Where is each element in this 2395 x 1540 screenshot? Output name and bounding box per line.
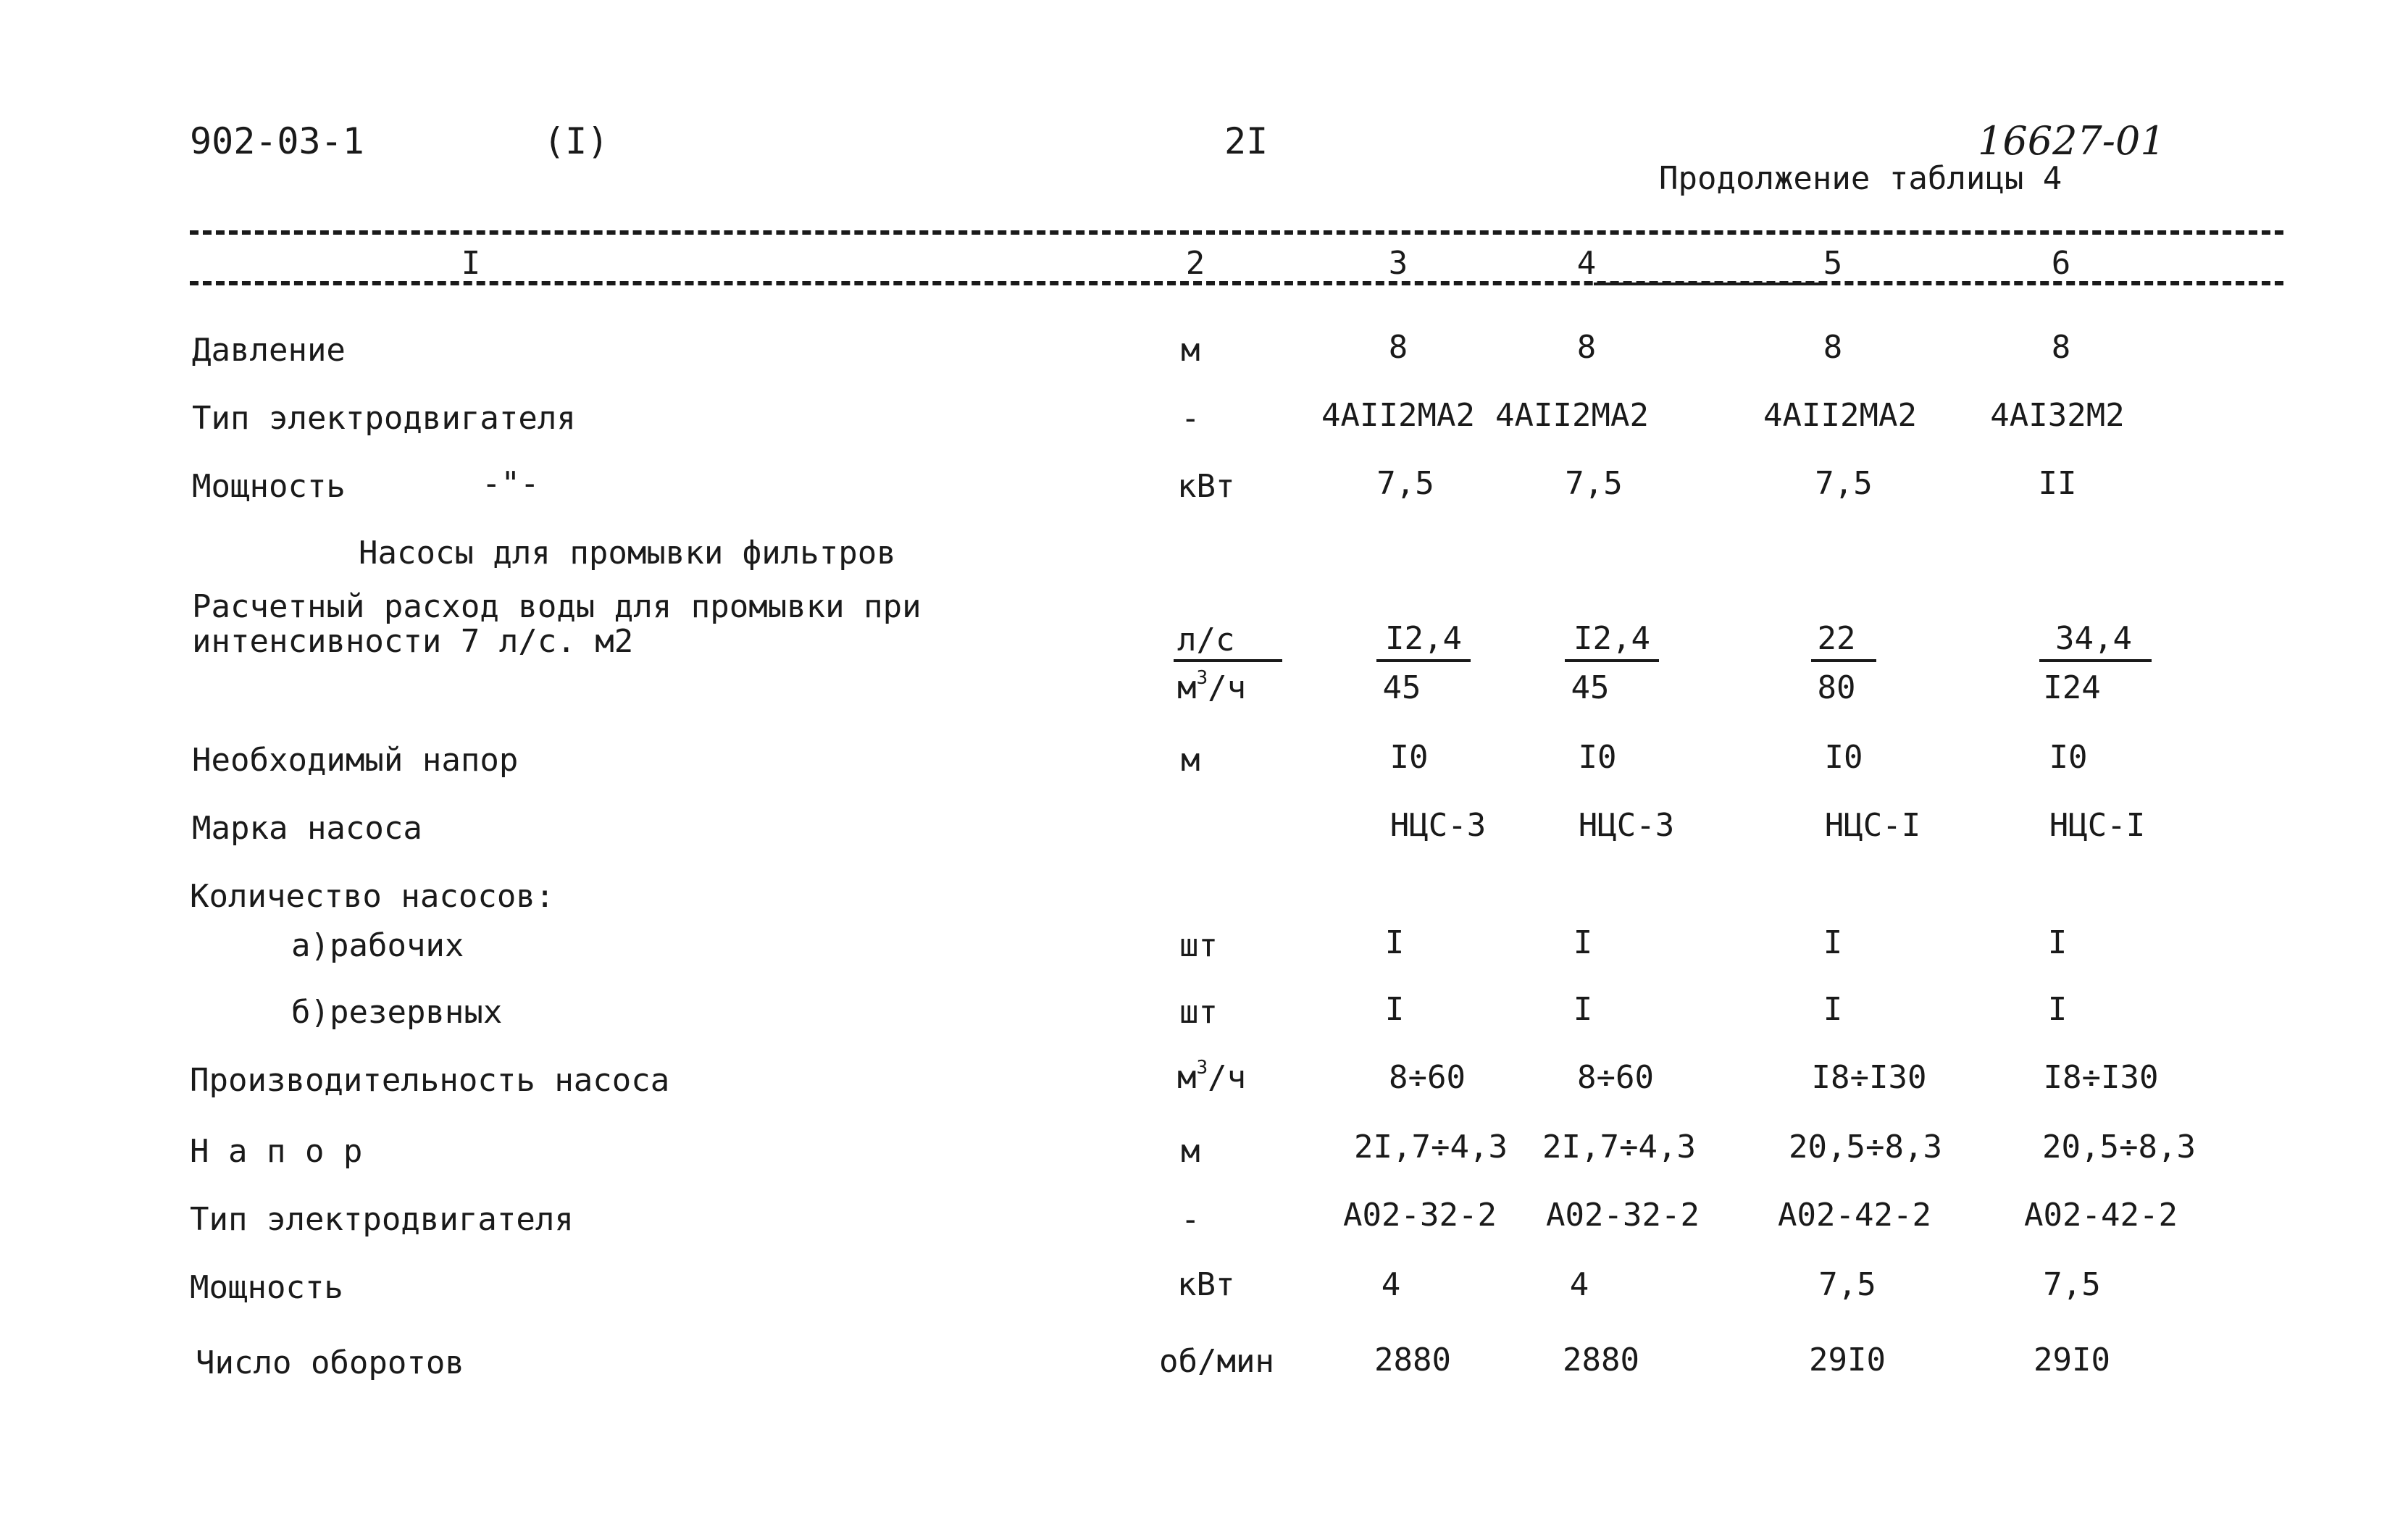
cell-reserve-6: I bbox=[2047, 991, 2068, 1028]
row-unit-capacity bbox=[1177, 1057, 1247, 1096]
row-label-reserve: б)резервных bbox=[291, 994, 503, 1031]
header-solid-segment bbox=[1594, 283, 1826, 285]
row-label-capacity: Производительность насоса bbox=[190, 1062, 670, 1099]
row-label-rpm: Число оборотов bbox=[196, 1344, 464, 1381]
cell-pump-brand-6: НЦС-I bbox=[2049, 807, 2146, 844]
cell-head-5: 20,5÷8,3 bbox=[1789, 1129, 1942, 1166]
cell-working-6: I bbox=[2047, 924, 2068, 961]
row-unit-working: шт bbox=[1179, 927, 1218, 964]
cell-motor-type2-6: А02-42-2 bbox=[2024, 1197, 2178, 1234]
fraction-line-5 bbox=[1811, 659, 1876, 662]
cell-flow-top-5: 22 bbox=[1817, 620, 1856, 657]
cell-motor-type2-4: А02-32-2 bbox=[1546, 1197, 1700, 1234]
row-label-flow-line1: Расчетный расход воды для промывки при bbox=[192, 588, 921, 625]
cell-flow-top-4: I2,4 bbox=[1573, 620, 1650, 657]
cell-motor-type-4: 4АII2МА2 bbox=[1495, 397, 1649, 434]
cell-pressure-4: 8 bbox=[1576, 329, 1597, 366]
row-unit-rpm: об/мин bbox=[1159, 1343, 1274, 1380]
column-header-3: 3 bbox=[1388, 245, 1408, 282]
cell-capacity-3: 8÷60 bbox=[1389, 1059, 1466, 1096]
unit-rest: /ч bbox=[1208, 669, 1247, 706]
page-number: 2I bbox=[1224, 120, 1268, 162]
doc-code: 902-03-1 bbox=[190, 120, 364, 162]
row-unit-power: кВт bbox=[1177, 468, 1235, 505]
cell-flow-top-6: 34,4 bbox=[2055, 620, 2132, 657]
cell-power-4: 7,5 bbox=[1565, 465, 1623, 502]
cell-reserve-4: I bbox=[1573, 991, 1593, 1028]
cell-flow-bottom-3: 45 bbox=[1382, 669, 1421, 706]
cell-working-4: I bbox=[1573, 924, 1593, 961]
row-unit-reserve: шт bbox=[1179, 994, 1218, 1031]
cell-head-6: 20,5÷8,3 bbox=[2042, 1129, 2196, 1166]
row-label-power-2: Мощность bbox=[190, 1269, 343, 1306]
unit-sup: 3 bbox=[1196, 667, 1208, 689]
unit-rest: /ч bbox=[1208, 1059, 1247, 1096]
row-label-motor-type: Тип электродвигателя bbox=[192, 400, 576, 437]
cell-reserve-5: I bbox=[1823, 991, 1843, 1028]
cell-head-required-4: I0 bbox=[1578, 739, 1617, 776]
cell-head-required-6: I0 bbox=[2049, 739, 2088, 776]
cell-head-3: 2I,7÷4,3 bbox=[1354, 1129, 1508, 1166]
cell-motor-type2-5: А02-42-2 bbox=[1778, 1197, 1931, 1234]
row-label-power: Мощность bbox=[192, 468, 346, 505]
fraction-line-3 bbox=[1376, 659, 1471, 662]
row-unit-pressure: м bbox=[1181, 332, 1200, 369]
unit-fraction-line bbox=[1174, 659, 1282, 662]
ditto-mark: -"- bbox=[482, 465, 540, 502]
row-label-working: а)рабочих bbox=[291, 927, 464, 964]
column-header-5: 5 bbox=[1823, 245, 1843, 282]
row-unit-flow-top: л/с bbox=[1177, 622, 1235, 658]
part-number: (I) bbox=[543, 120, 609, 162]
cell-power2-5: 7,5 bbox=[1818, 1266, 1876, 1303]
cell-motor-type-6: 4АI32М2 bbox=[1990, 397, 2125, 434]
header-bottom-rule bbox=[190, 281, 2283, 285]
cell-power2-4: 4 bbox=[1569, 1266, 1589, 1303]
cell-working-5: I bbox=[1823, 924, 1843, 961]
row-unit-power-2: кВт bbox=[1177, 1266, 1235, 1303]
row-label-motor-type-2: Тип электродвигателя bbox=[190, 1201, 574, 1238]
row-label-pressure: Давление bbox=[192, 332, 346, 369]
unit-sup: 3 bbox=[1196, 1057, 1208, 1079]
row-unit-head: м bbox=[1181, 1133, 1200, 1170]
cell-head-required-5: I0 bbox=[1824, 739, 1863, 776]
cell-flow-bottom-4: 45 bbox=[1571, 669, 1610, 706]
cell-power-6: II bbox=[2038, 465, 2077, 502]
column-header-6: 6 bbox=[2051, 245, 2071, 282]
column-header-2: 2 bbox=[1185, 245, 1205, 282]
cell-pump-brand-4: НЦС-3 bbox=[1578, 807, 1675, 844]
row-label-flow-line2: интенсивности 7 л/с. м2 bbox=[192, 623, 634, 660]
cell-head-4: 2I,7÷4,3 bbox=[1542, 1129, 1696, 1166]
row-label-head-required: Необходимый напор bbox=[192, 742, 519, 779]
cell-flow-top-3: I2,4 bbox=[1385, 620, 1462, 657]
header-top-rule bbox=[190, 230, 2283, 235]
cell-capacity-6: I8÷I30 bbox=[2043, 1059, 2159, 1096]
row-unit-head-required: м bbox=[1181, 742, 1200, 779]
column-header-4: 4 bbox=[1576, 245, 1597, 282]
cell-motor-type2-3: А02-32-2 bbox=[1343, 1197, 1497, 1234]
fraction-line-4 bbox=[1565, 659, 1659, 662]
cell-motor-type-3: 4АII2МА2 bbox=[1321, 397, 1475, 434]
unit-base: м bbox=[1177, 669, 1197, 706]
cell-power2-3: 4 bbox=[1381, 1266, 1401, 1303]
cell-power-3: 7,5 bbox=[1376, 465, 1434, 502]
cell-rpm-5: 29I0 bbox=[1809, 1342, 1886, 1378]
cell-pump-brand-3: НЦС-3 bbox=[1389, 807, 1487, 844]
section-title: Насосы для промывки фильтров bbox=[359, 535, 896, 572]
row-unit-flow-bottom bbox=[1177, 667, 1247, 706]
row-label-pump-brand: Марка насоса bbox=[192, 810, 422, 847]
cell-reserve-3: I bbox=[1384, 991, 1405, 1028]
row-label-pump-count: Количество насосов: bbox=[190, 878, 555, 915]
row-unit-motor-type: - bbox=[1181, 400, 1200, 437]
table-continuation-title: Продолжение таблицы 4 bbox=[1659, 160, 2062, 197]
cell-motor-type-5: 4АII2МА2 bbox=[1763, 397, 1917, 434]
cell-head-required-3: I0 bbox=[1389, 739, 1429, 776]
cell-power-5: 7,5 bbox=[1815, 465, 1873, 502]
cell-pressure-3: 8 bbox=[1388, 329, 1408, 366]
cell-flow-bottom-6: I24 bbox=[2043, 669, 2101, 706]
cell-working-3: I bbox=[1384, 924, 1405, 961]
cell-capacity-5: I8÷I30 bbox=[1811, 1059, 1927, 1096]
cell-pressure-6: 8 bbox=[2051, 329, 2071, 366]
fraction-line-6 bbox=[2039, 659, 2152, 662]
row-label-head: Н а п о р bbox=[190, 1133, 363, 1170]
cell-rpm-4: 2880 bbox=[1563, 1342, 1639, 1378]
row-unit-motor-type-2: - bbox=[1181, 1201, 1200, 1238]
cell-rpm-3: 2880 bbox=[1374, 1342, 1451, 1378]
cell-pressure-5: 8 bbox=[1823, 329, 1843, 366]
cell-power2-6: 7,5 bbox=[2043, 1266, 2101, 1303]
cell-pump-brand-5: НЦС-I bbox=[1824, 807, 1921, 844]
unit-base: м bbox=[1177, 1059, 1197, 1096]
cell-flow-bottom-5: 80 bbox=[1817, 669, 1856, 706]
cell-capacity-4: 8÷60 bbox=[1577, 1059, 1654, 1096]
column-header-1: I bbox=[461, 245, 481, 282]
handwritten-reference: 16627-01 bbox=[1978, 118, 2165, 164]
cell-rpm-6: 29I0 bbox=[2034, 1342, 2110, 1378]
